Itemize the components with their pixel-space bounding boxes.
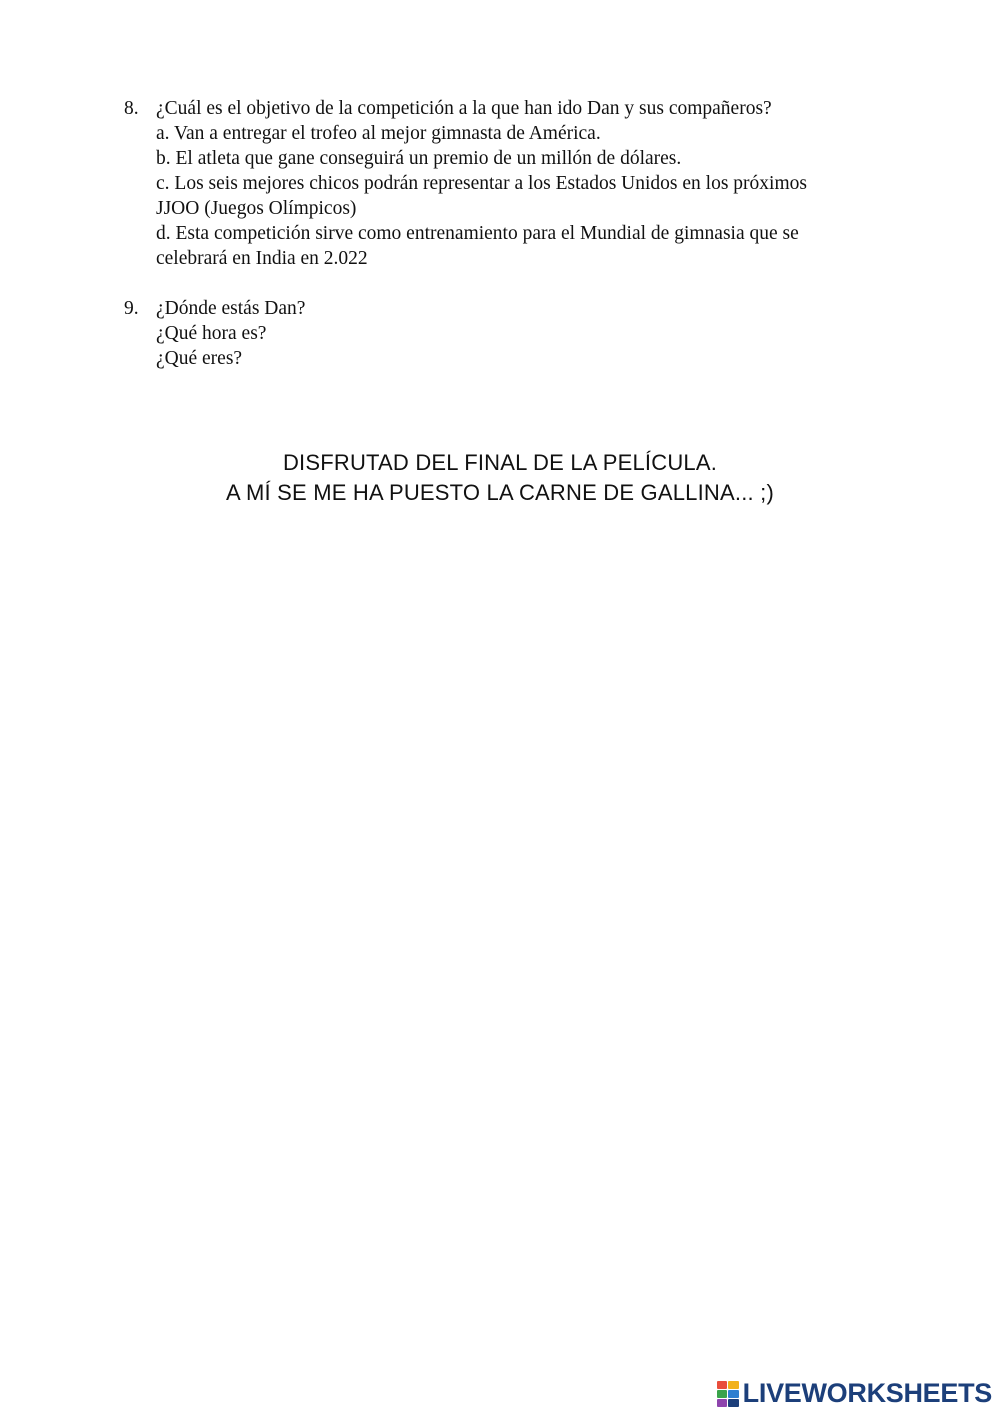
liveworksheets-logo [717, 1378, 992, 1409]
question-body [156, 96, 944, 271]
option-c: c. Los seis mejores chicos podrán representar a los Estados Unidos en los próximos [156, 173, 807, 194]
logo-tile [728, 1399, 739, 1407]
logo-tile [717, 1399, 728, 1407]
question-9 [124, 296, 944, 371]
liveworksheets-logo-icon [717, 1381, 739, 1407]
closing-line-2: A MÍ SE ME HA PUESTO LA CARNE DE GALLINA... ;) [226, 480, 774, 505]
question-line: ¿Dónde estás Dan? [156, 298, 306, 319]
option-d: d. Esta competición sirve como entrenamiento para el Mundial de gimnasia que se [156, 223, 799, 244]
question-number: 9. [124, 298, 139, 319]
logo-tile [728, 1381, 739, 1389]
liveworksheets-wordmark: LIVEWORKSHEETS [742, 1378, 992, 1408]
logo-tile [717, 1381, 728, 1389]
logo-tile [728, 1390, 739, 1398]
option-c-continued: JJOO (Juegos Olímpicos) [156, 198, 357, 219]
question-8 [124, 96, 944, 271]
option-a: a. Van a entregar el trofeo al mejor gimnasta de América. [156, 123, 601, 144]
closing-line-1: DISFRUTAD DEL FINAL DE LA PELÍCULA. [282, 450, 718, 475]
closing-message [0, 448, 1000, 508]
option-b: b. El atleta que gane conseguirá un premio de un millón de dólares. [156, 148, 682, 169]
question-number: 8. [124, 98, 139, 119]
option-d-continued: celebrará en India en 2.022 [156, 248, 368, 269]
question-line: ¿Qué eres? [156, 348, 243, 369]
logo-tile [717, 1390, 728, 1398]
question-body [156, 296, 944, 371]
question-line: ¿Qué hora es? [156, 323, 267, 344]
question-prompt: ¿Cuál es el objetivo de la competición a la que han ido Dan y sus compañeros? [156, 98, 772, 119]
